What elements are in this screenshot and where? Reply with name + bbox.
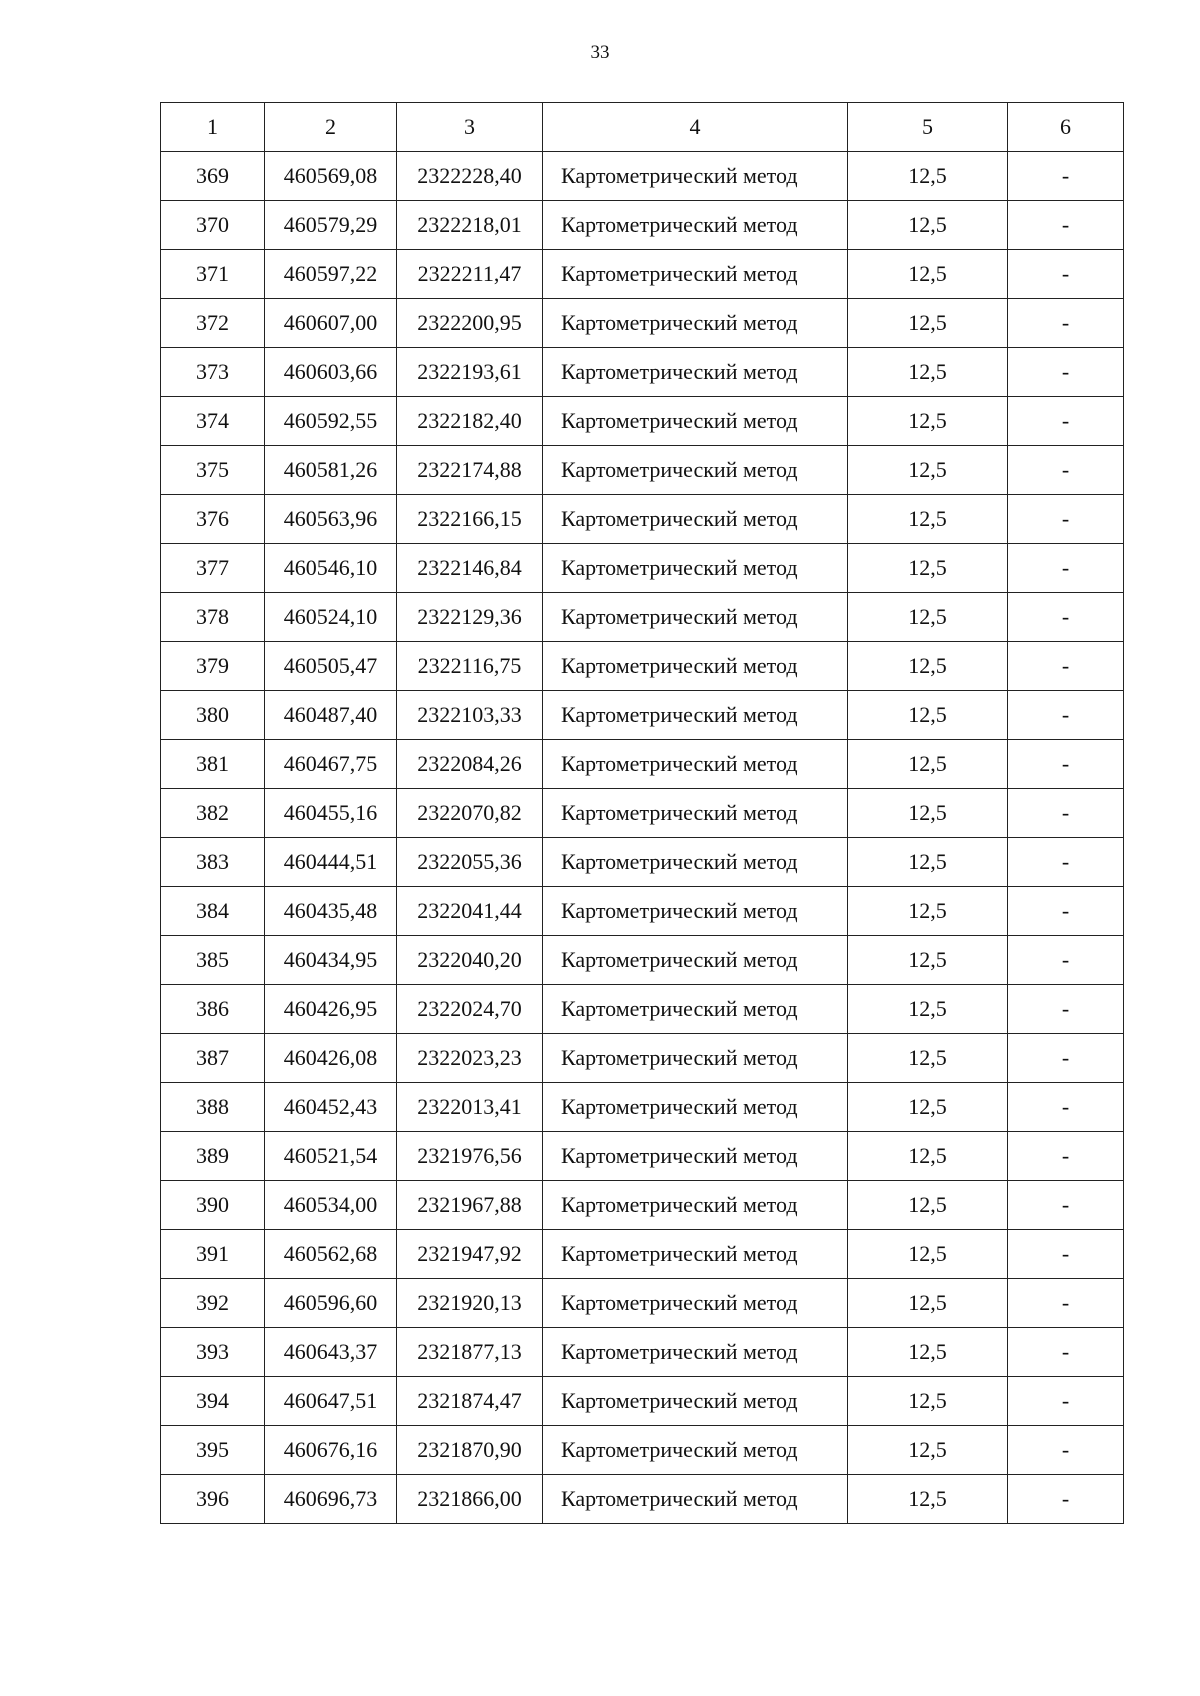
y-coordinate-cell: 2322182,40 [397,397,543,446]
x-coordinate-cell: 460579,29 [265,201,397,250]
method-cell: Картометрический метод [543,250,848,299]
accuracy-cell: 12,5 [848,740,1008,789]
note-cell: - [1008,348,1124,397]
table-row [161,838,1124,887]
y-coordinate-cell: 2322084,26 [397,740,543,789]
method-cell: Картометрический метод [543,1377,848,1426]
table-body [161,103,1124,1524]
point-number-cell: 377 [161,544,265,593]
header-cell: 6 [1008,103,1124,152]
note-cell: - [1008,740,1124,789]
point-number-cell: 379 [161,642,265,691]
note-cell: - [1008,1181,1124,1230]
x-coordinate-cell: 460452,43 [265,1083,397,1132]
note-cell: - [1008,1034,1124,1083]
x-coordinate-cell: 460546,10 [265,544,397,593]
accuracy-cell: 12,5 [848,446,1008,495]
accuracy-cell: 12,5 [848,936,1008,985]
point-number-cell: 387 [161,1034,265,1083]
note-cell: - [1008,985,1124,1034]
x-coordinate-cell: 460581,26 [265,446,397,495]
y-coordinate-cell: 2322103,33 [397,691,543,740]
method-cell: Картометрический метод [543,1230,848,1279]
accuracy-cell: 12,5 [848,250,1008,299]
header-cell: 2 [265,103,397,152]
accuracy-cell: 12,5 [848,838,1008,887]
table-row [161,250,1124,299]
table-row [161,495,1124,544]
point-number-cell: 393 [161,1328,265,1377]
table-row [161,1083,1124,1132]
point-number-cell: 388 [161,1083,265,1132]
accuracy-cell: 12,5 [848,201,1008,250]
table-row [161,152,1124,201]
method-cell: Картометрический метод [543,152,848,201]
accuracy-cell: 12,5 [848,1181,1008,1230]
note-cell: - [1008,495,1124,544]
method-cell: Картометрический метод [543,348,848,397]
table-row [161,936,1124,985]
method-cell: Картометрический метод [543,1279,848,1328]
note-cell: - [1008,1230,1124,1279]
accuracy-cell: 12,5 [848,152,1008,201]
point-number-cell: 376 [161,495,265,544]
note-cell: - [1008,397,1124,446]
point-number-cell: 372 [161,299,265,348]
note-cell: - [1008,642,1124,691]
note-cell: - [1008,838,1124,887]
method-cell: Картометрический метод [543,740,848,789]
method-cell: Картометрический метод [543,887,848,936]
method-cell: Картометрический метод [543,446,848,495]
accuracy-cell: 12,5 [848,1034,1008,1083]
method-cell: Картометрический метод [543,1132,848,1181]
accuracy-cell: 12,5 [848,1230,1008,1279]
x-coordinate-cell: 460607,00 [265,299,397,348]
x-coordinate-cell: 460643,37 [265,1328,397,1377]
method-cell: Картометрический метод [543,838,848,887]
page-number: 33 [590,42,610,63]
method-cell: Картометрический метод [543,1328,848,1377]
point-number-cell: 383 [161,838,265,887]
point-number-cell: 382 [161,789,265,838]
accuracy-cell: 12,5 [848,691,1008,740]
note-cell: - [1008,250,1124,299]
method-cell: Картометрический метод [543,1475,848,1524]
x-coordinate-cell: 460455,16 [265,789,397,838]
method-cell: Картометрический метод [543,789,848,838]
note-cell: - [1008,544,1124,593]
table-row [161,642,1124,691]
accuracy-cell: 12,5 [848,985,1008,1034]
table-row [161,1132,1124,1181]
method-cell: Картометрический метод [543,397,848,446]
table-header-row [161,103,1124,152]
x-coordinate-cell: 460563,96 [265,495,397,544]
header-cell: 3 [397,103,543,152]
point-number-cell: 391 [161,1230,265,1279]
table-row [161,544,1124,593]
y-coordinate-cell: 2322116,75 [397,642,543,691]
accuracy-cell: 12,5 [848,789,1008,838]
accuracy-cell: 12,5 [848,299,1008,348]
accuracy-cell: 12,5 [848,397,1008,446]
point-number-cell: 369 [161,152,265,201]
header-cell: 5 [848,103,1008,152]
accuracy-cell: 12,5 [848,1328,1008,1377]
note-cell: - [1008,201,1124,250]
table-row [161,1377,1124,1426]
y-coordinate-cell: 2322174,88 [397,446,543,495]
y-coordinate-cell: 2322218,01 [397,201,543,250]
note-cell: - [1008,1377,1124,1426]
y-coordinate-cell: 2322146,84 [397,544,543,593]
note-cell: - [1008,887,1124,936]
point-number-cell: 392 [161,1279,265,1328]
note-cell: - [1008,1426,1124,1475]
y-coordinate-cell: 2322024,70 [397,985,543,1034]
point-number-cell: 390 [161,1181,265,1230]
method-cell: Картометрический метод [543,1034,848,1083]
y-coordinate-cell: 2322041,44 [397,887,543,936]
point-number-cell: 395 [161,1426,265,1475]
table-row [161,201,1124,250]
table-row [161,299,1124,348]
x-coordinate-cell: 460596,60 [265,1279,397,1328]
y-coordinate-cell: 2321877,13 [397,1328,543,1377]
y-coordinate-cell: 2321870,90 [397,1426,543,1475]
accuracy-cell: 12,5 [848,495,1008,544]
table-row [161,691,1124,740]
note-cell: - [1008,691,1124,740]
y-coordinate-cell: 2322070,82 [397,789,543,838]
note-cell: - [1008,593,1124,642]
y-coordinate-cell: 2322200,95 [397,299,543,348]
x-coordinate-cell: 460562,68 [265,1230,397,1279]
point-number-cell: 375 [161,446,265,495]
point-number-cell: 384 [161,887,265,936]
accuracy-cell: 12,5 [848,1279,1008,1328]
point-number-cell: 371 [161,250,265,299]
x-coordinate-cell: 460434,95 [265,936,397,985]
note-cell: - [1008,789,1124,838]
y-coordinate-cell: 2322166,15 [397,495,543,544]
point-number-cell: 385 [161,936,265,985]
x-coordinate-cell: 460603,66 [265,348,397,397]
y-coordinate-cell: 2322055,36 [397,838,543,887]
y-coordinate-cell: 2321874,47 [397,1377,543,1426]
x-coordinate-cell: 460569,08 [265,152,397,201]
y-coordinate-cell: 2322023,23 [397,1034,543,1083]
y-coordinate-cell: 2321976,56 [397,1132,543,1181]
x-coordinate-cell: 460426,08 [265,1034,397,1083]
y-coordinate-cell: 2321967,88 [397,1181,543,1230]
table-row [161,789,1124,838]
x-coordinate-cell: 460435,48 [265,887,397,936]
note-cell: - [1008,1475,1124,1524]
x-coordinate-cell: 460467,75 [265,740,397,789]
point-number-cell: 373 [161,348,265,397]
y-coordinate-cell: 2322040,20 [397,936,543,985]
y-coordinate-cell: 2321866,00 [397,1475,543,1524]
method-cell: Картометрический метод [543,299,848,348]
table-row [161,1426,1124,1475]
x-coordinate-cell: 460696,73 [265,1475,397,1524]
table-row [161,446,1124,495]
x-coordinate-cell: 460524,10 [265,593,397,642]
method-cell: Картометрический метод [543,1426,848,1475]
method-cell: Картометрический метод [543,642,848,691]
y-coordinate-cell: 2322228,40 [397,152,543,201]
coordinates-table [160,102,1124,1524]
y-coordinate-cell: 2321947,92 [397,1230,543,1279]
x-coordinate-cell: 460505,47 [265,642,397,691]
method-cell: Картометрический метод [543,691,848,740]
x-coordinate-cell: 460521,54 [265,1132,397,1181]
note-cell: - [1008,936,1124,985]
header-cell: 1 [161,103,265,152]
x-coordinate-cell: 460592,55 [265,397,397,446]
y-coordinate-cell: 2322129,36 [397,593,543,642]
table-row [161,1181,1124,1230]
accuracy-cell: 12,5 [848,642,1008,691]
method-cell: Картометрический метод [543,593,848,642]
point-number-cell: 386 [161,985,265,1034]
table-row [161,985,1124,1034]
x-coordinate-cell: 460426,95 [265,985,397,1034]
accuracy-cell: 12,5 [848,1083,1008,1132]
table-row [161,887,1124,936]
table-row [161,1230,1124,1279]
table-row [161,1279,1124,1328]
point-number-cell: 394 [161,1377,265,1426]
accuracy-cell: 12,5 [848,348,1008,397]
note-cell: - [1008,299,1124,348]
method-cell: Картометрический метод [543,985,848,1034]
table-row [161,593,1124,642]
table-row [161,1475,1124,1524]
point-number-cell: 381 [161,740,265,789]
x-coordinate-cell: 460676,16 [265,1426,397,1475]
method-cell: Картометрический метод [543,544,848,593]
accuracy-cell: 12,5 [848,544,1008,593]
point-number-cell: 380 [161,691,265,740]
y-coordinate-cell: 2322211,47 [397,250,543,299]
accuracy-cell: 12,5 [848,1426,1008,1475]
note-cell: - [1008,1279,1124,1328]
y-coordinate-cell: 2322193,61 [397,348,543,397]
method-cell: Картометрический метод [543,1181,848,1230]
accuracy-cell: 12,5 [848,1377,1008,1426]
y-coordinate-cell: 2322013,41 [397,1083,543,1132]
note-cell: - [1008,152,1124,201]
accuracy-cell: 12,5 [848,887,1008,936]
note-cell: - [1008,1132,1124,1181]
x-coordinate-cell: 460444,51 [265,838,397,887]
note-cell: - [1008,1083,1124,1132]
x-coordinate-cell: 460647,51 [265,1377,397,1426]
method-cell: Картометрический метод [543,936,848,985]
x-coordinate-cell: 460597,22 [265,250,397,299]
point-number-cell: 370 [161,201,265,250]
table-row [161,740,1124,789]
accuracy-cell: 12,5 [848,593,1008,642]
point-number-cell: 374 [161,397,265,446]
table-row [161,1328,1124,1377]
header-cell: 4 [543,103,848,152]
method-cell: Картометрический метод [543,495,848,544]
point-number-cell: 396 [161,1475,265,1524]
accuracy-cell: 12,5 [848,1132,1008,1181]
note-cell: - [1008,1328,1124,1377]
note-cell: - [1008,446,1124,495]
table-row [161,1034,1124,1083]
x-coordinate-cell: 460534,00 [265,1181,397,1230]
x-coordinate-cell: 460487,40 [265,691,397,740]
y-coordinate-cell: 2321920,13 [397,1279,543,1328]
method-cell: Картометрический метод [543,201,848,250]
method-cell: Картометрический метод [543,1083,848,1132]
table-row [161,397,1124,446]
accuracy-cell: 12,5 [848,1475,1008,1524]
point-number-cell: 389 [161,1132,265,1181]
table-row [161,348,1124,397]
point-number-cell: 378 [161,593,265,642]
